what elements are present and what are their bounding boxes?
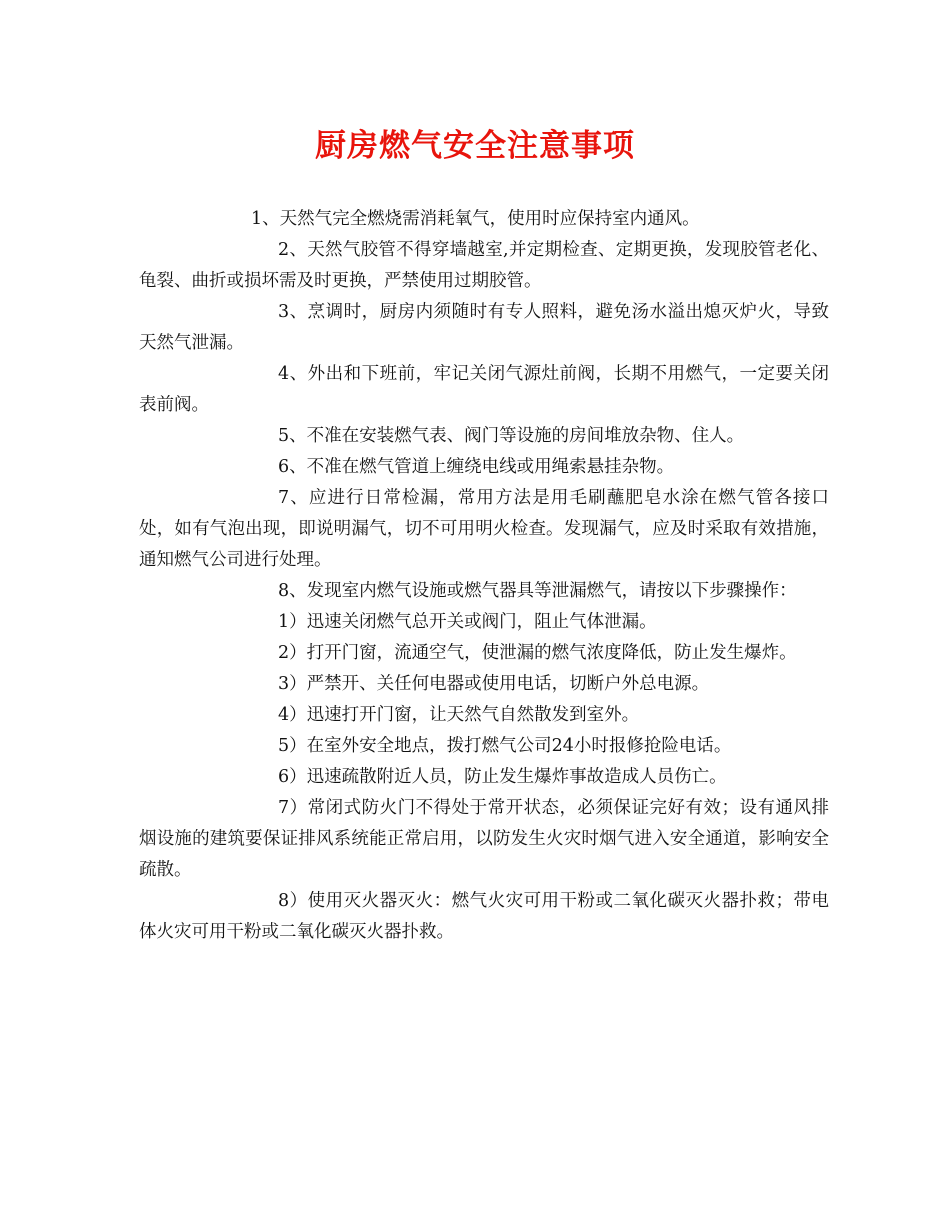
paragraph: 7、应进行日常检漏，常用方法是用毛刷蘸肥皂水涂在燃气管各接口处，如有气泡出现，即说明漏气，切不可用明火检查。发现漏气，应及时采取有效措施，通知燃气公司进行处理。: [139, 488, 829, 570]
paragraph: 2、天然气胶管不得穿墙越室,并定期检查、定期更换，发现胶管老化、龟裂、曲折或损坏需及时更换，严禁使用过期胶管。: [139, 240, 829, 291]
document-title: 厨房燃气安全注意事项: [315, 128, 635, 164]
paragraph: 5、不准在安装燃气表、阀门等设施的房间堆放杂物、住人。: [278, 426, 745, 446]
paragraph: 8）使用灭火器灭火：燃气火灾可用干粉或二氧化碳灭火器扑救；带电体火灾可用干粉或二氧化碳灭火器扑救。: [139, 891, 829, 942]
paragraph: 5）在室外安全地点，拨打燃气公司24小时报修抢险电话。: [278, 736, 732, 756]
paragraph: 6）迅速疏散附近人员，防止发生爆炸事故造成人员伤亡。: [278, 767, 727, 787]
paragraph: 3）严禁开、关任何电器或使用电话，切断户外总电源。: [278, 674, 710, 694]
paragraph: 7）常闭式防火门不得处于常开状态，必须保证完好有效；设有通风排烟设施的建筑要保证排风系统能正常启用，以防发生火灾时烟气进入安全通道，影响安全疏散。: [139, 798, 829, 880]
paragraph: 4、外出和下班前，牢记关闭气源灶前阀，长期不用燃气，一定要关闭表前阀。: [139, 364, 829, 415]
paragraph: 6、不准在燃气管道上缠绕电线或用绳索悬挂杂物。: [278, 457, 675, 477]
paragraph: 2）打开门窗，流通空气，使泄漏的燃气浓度降低，防止发生爆炸。: [278, 643, 797, 663]
paragraph: 8、发现室内燃气设施或燃气器具等泄漏燃气，请按以下步骤操作：: [278, 581, 797, 601]
paragraph: 1、天然气完全燃烧需消耗氧气，使用时应保持室内通风。: [251, 209, 700, 229]
document-body: [139, 204, 829, 948]
paragraph: 3、烹调时，厨房内须随时有专人照料，避免汤水溢出熄灭炉火，导致天然气泄漏。: [139, 302, 829, 353]
paragraph: 1）迅速关闭燃气总开关或阀门，阻止气体泄漏。: [278, 612, 657, 632]
paragraph: 4）迅速打开门窗，让天然气自然散发到室外。: [278, 705, 640, 725]
